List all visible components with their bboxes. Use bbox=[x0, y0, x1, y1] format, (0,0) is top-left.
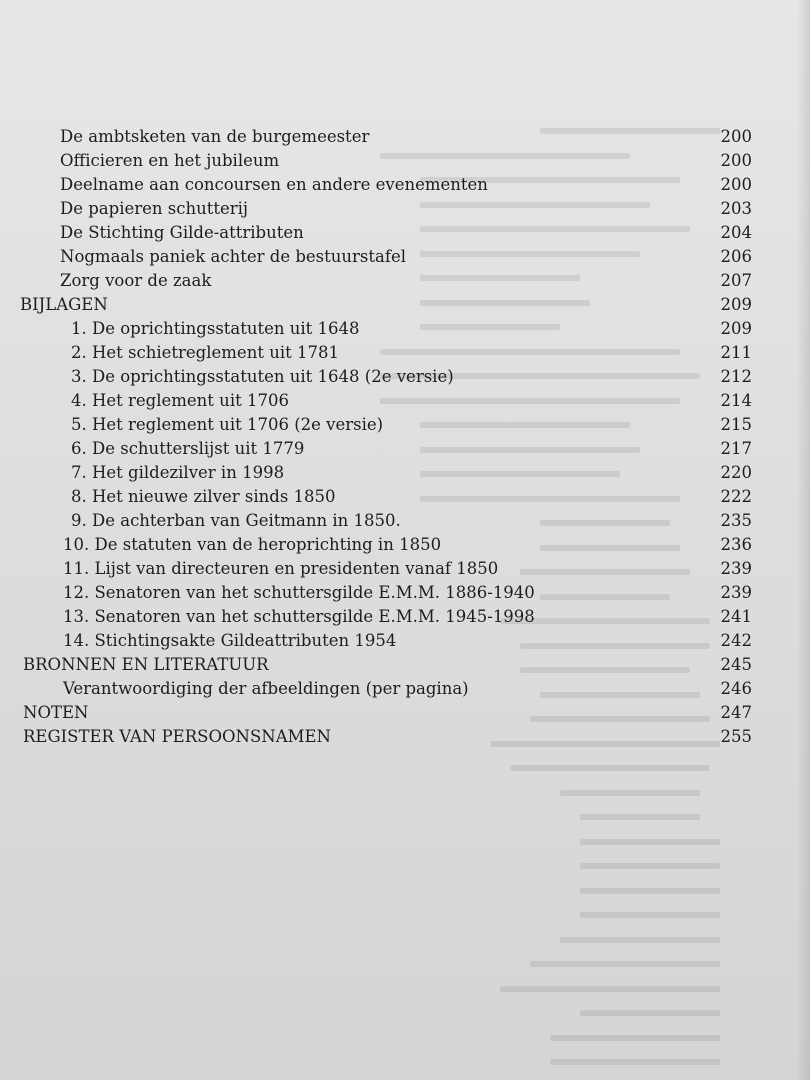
toc-entry-title: Verantwoordiging der afbeeldingen (per pagina) bbox=[63, 679, 469, 698]
toc-entry-title: Zorg voor de zaak bbox=[60, 271, 212, 290]
toc-entry-page: 247 bbox=[720, 703, 752, 722]
toc-entry-title: NOTEN bbox=[23, 703, 89, 722]
toc-entry-page: 212 bbox=[720, 367, 752, 386]
toc-entry[interactable] bbox=[0, 269, 810, 293]
toc-entry-page: 209 bbox=[720, 295, 752, 314]
toc-entry-page: 222 bbox=[720, 487, 752, 506]
toc-entry-title: REGISTER VAN PERSOONSNAMEN bbox=[23, 727, 331, 746]
toc-entry[interactable] bbox=[0, 629, 810, 653]
toc-entry-page: 217 bbox=[720, 439, 752, 458]
toc-entry[interactable] bbox=[0, 437, 810, 461]
toc-entry[interactable] bbox=[0, 461, 810, 485]
toc-entry[interactable] bbox=[0, 557, 810, 581]
toc-entry-title: De Stichting Gilde-attributen bbox=[60, 223, 304, 242]
toc-entry-title: Nogmaals paniek achter de bestuurstafel bbox=[60, 247, 407, 266]
toc-entry-title: Officieren en het jubileum bbox=[60, 151, 280, 170]
toc-entry[interactable] bbox=[0, 317, 810, 341]
toc-entry[interactable] bbox=[0, 389, 810, 413]
toc-entry-title: De ambtsketen van de burgemeester bbox=[60, 127, 370, 146]
toc-entry[interactable] bbox=[0, 365, 810, 389]
toc-entry[interactable] bbox=[0, 413, 810, 437]
toc-section-heading[interactable] bbox=[0, 293, 810, 317]
toc-entry-title: 2. Het schietreglement uit 1781 bbox=[71, 343, 339, 362]
toc-entry-title: 12. Senatoren van het schuttersgilde E.M.M. 1886-1940 bbox=[63, 583, 535, 602]
toc-section-heading[interactable] bbox=[0, 653, 810, 677]
toc-entry[interactable] bbox=[0, 509, 810, 533]
toc-entry-title: BRONNEN EN LITERATUUR bbox=[23, 655, 269, 674]
toc-entry[interactable] bbox=[0, 605, 810, 629]
toc-entry-title: Deelname aan concoursen en andere evenementen bbox=[60, 175, 488, 194]
toc-entry-page: 215 bbox=[720, 415, 752, 434]
toc-entry-page: 211 bbox=[720, 343, 752, 362]
toc-entry-title: BIJLAGEN bbox=[20, 295, 108, 314]
toc-entry-page: 220 bbox=[720, 463, 752, 482]
toc-entry-title: 13. Senatoren van het schuttersgilde E.M.M. 1945-1998 bbox=[63, 607, 535, 626]
toc-entry-title: 7. Het gildezilver in 1998 bbox=[71, 463, 285, 482]
toc-entry[interactable] bbox=[0, 245, 810, 269]
toc-entry-page: 206 bbox=[720, 247, 752, 266]
toc-entry-page: 204 bbox=[720, 223, 752, 242]
toc-entry-page: 200 bbox=[720, 127, 752, 146]
toc-entry-page: 255 bbox=[720, 727, 752, 746]
toc-entry[interactable] bbox=[0, 581, 810, 605]
toc-entry-page: 239 bbox=[720, 559, 752, 578]
toc-entry-page: 236 bbox=[720, 535, 752, 554]
toc-entry[interactable] bbox=[0, 341, 810, 365]
toc-entry[interactable] bbox=[0, 221, 810, 245]
toc-entry[interactable] bbox=[0, 125, 810, 149]
toc-entry-page: 242 bbox=[720, 631, 752, 650]
toc-entry-title: 14. Stichtingsakte Gildeattributen 1954 bbox=[63, 631, 397, 650]
toc-entry-page: 246 bbox=[720, 679, 752, 698]
toc-entry[interactable] bbox=[0, 173, 810, 197]
toc-section-heading[interactable] bbox=[0, 701, 810, 725]
toc-entry-title: 1. De oprichtingsstatuten uit 1648 bbox=[71, 319, 360, 338]
toc-entry[interactable] bbox=[0, 485, 810, 509]
toc-entry-page: 239 bbox=[720, 583, 752, 602]
toc-entry-page: 245 bbox=[720, 655, 752, 674]
toc-entry-title: 10. De statuten van de heroprichting in 1850 bbox=[63, 535, 442, 554]
toc-entry-title: 8. Het nieuwe zilver sinds 1850 bbox=[71, 487, 336, 506]
toc-entry[interactable] bbox=[0, 149, 810, 173]
toc-entry[interactable] bbox=[0, 677, 810, 701]
toc-entry-title: De papieren schutterij bbox=[60, 199, 249, 218]
toc-entry-title: 4. Het reglement uit 1706 bbox=[71, 391, 289, 410]
toc-entry-page: 241 bbox=[720, 607, 752, 626]
toc-entry[interactable] bbox=[0, 533, 810, 557]
toc-entry-title: 3. De oprichtingsstatuten uit 1648 (2e versie) bbox=[71, 367, 454, 386]
toc-entry-page: 214 bbox=[720, 391, 752, 410]
toc-section-heading[interactable] bbox=[0, 725, 810, 749]
toc-entry-title: 6. De schutterslijst uit 1779 bbox=[71, 439, 305, 458]
toc-entry-page: 209 bbox=[720, 319, 752, 338]
toc-entry-title: 9. De achterban van Geitmann in 1850. bbox=[71, 511, 401, 530]
toc-entry-page: 200 bbox=[720, 175, 752, 194]
toc-entry-title: 11. Lijst van directeuren en presidenten vanaf 1850 bbox=[63, 559, 499, 578]
toc-entry-page: 207 bbox=[720, 271, 752, 290]
toc-entry-page: 200 bbox=[720, 151, 752, 170]
toc-entry-title: 5. Het reglement uit 1706 (2e versie) bbox=[71, 415, 384, 434]
toc-entry-page: 203 bbox=[720, 199, 752, 218]
toc-entry-page: 235 bbox=[720, 511, 752, 530]
toc-entry[interactable] bbox=[0, 197, 810, 221]
